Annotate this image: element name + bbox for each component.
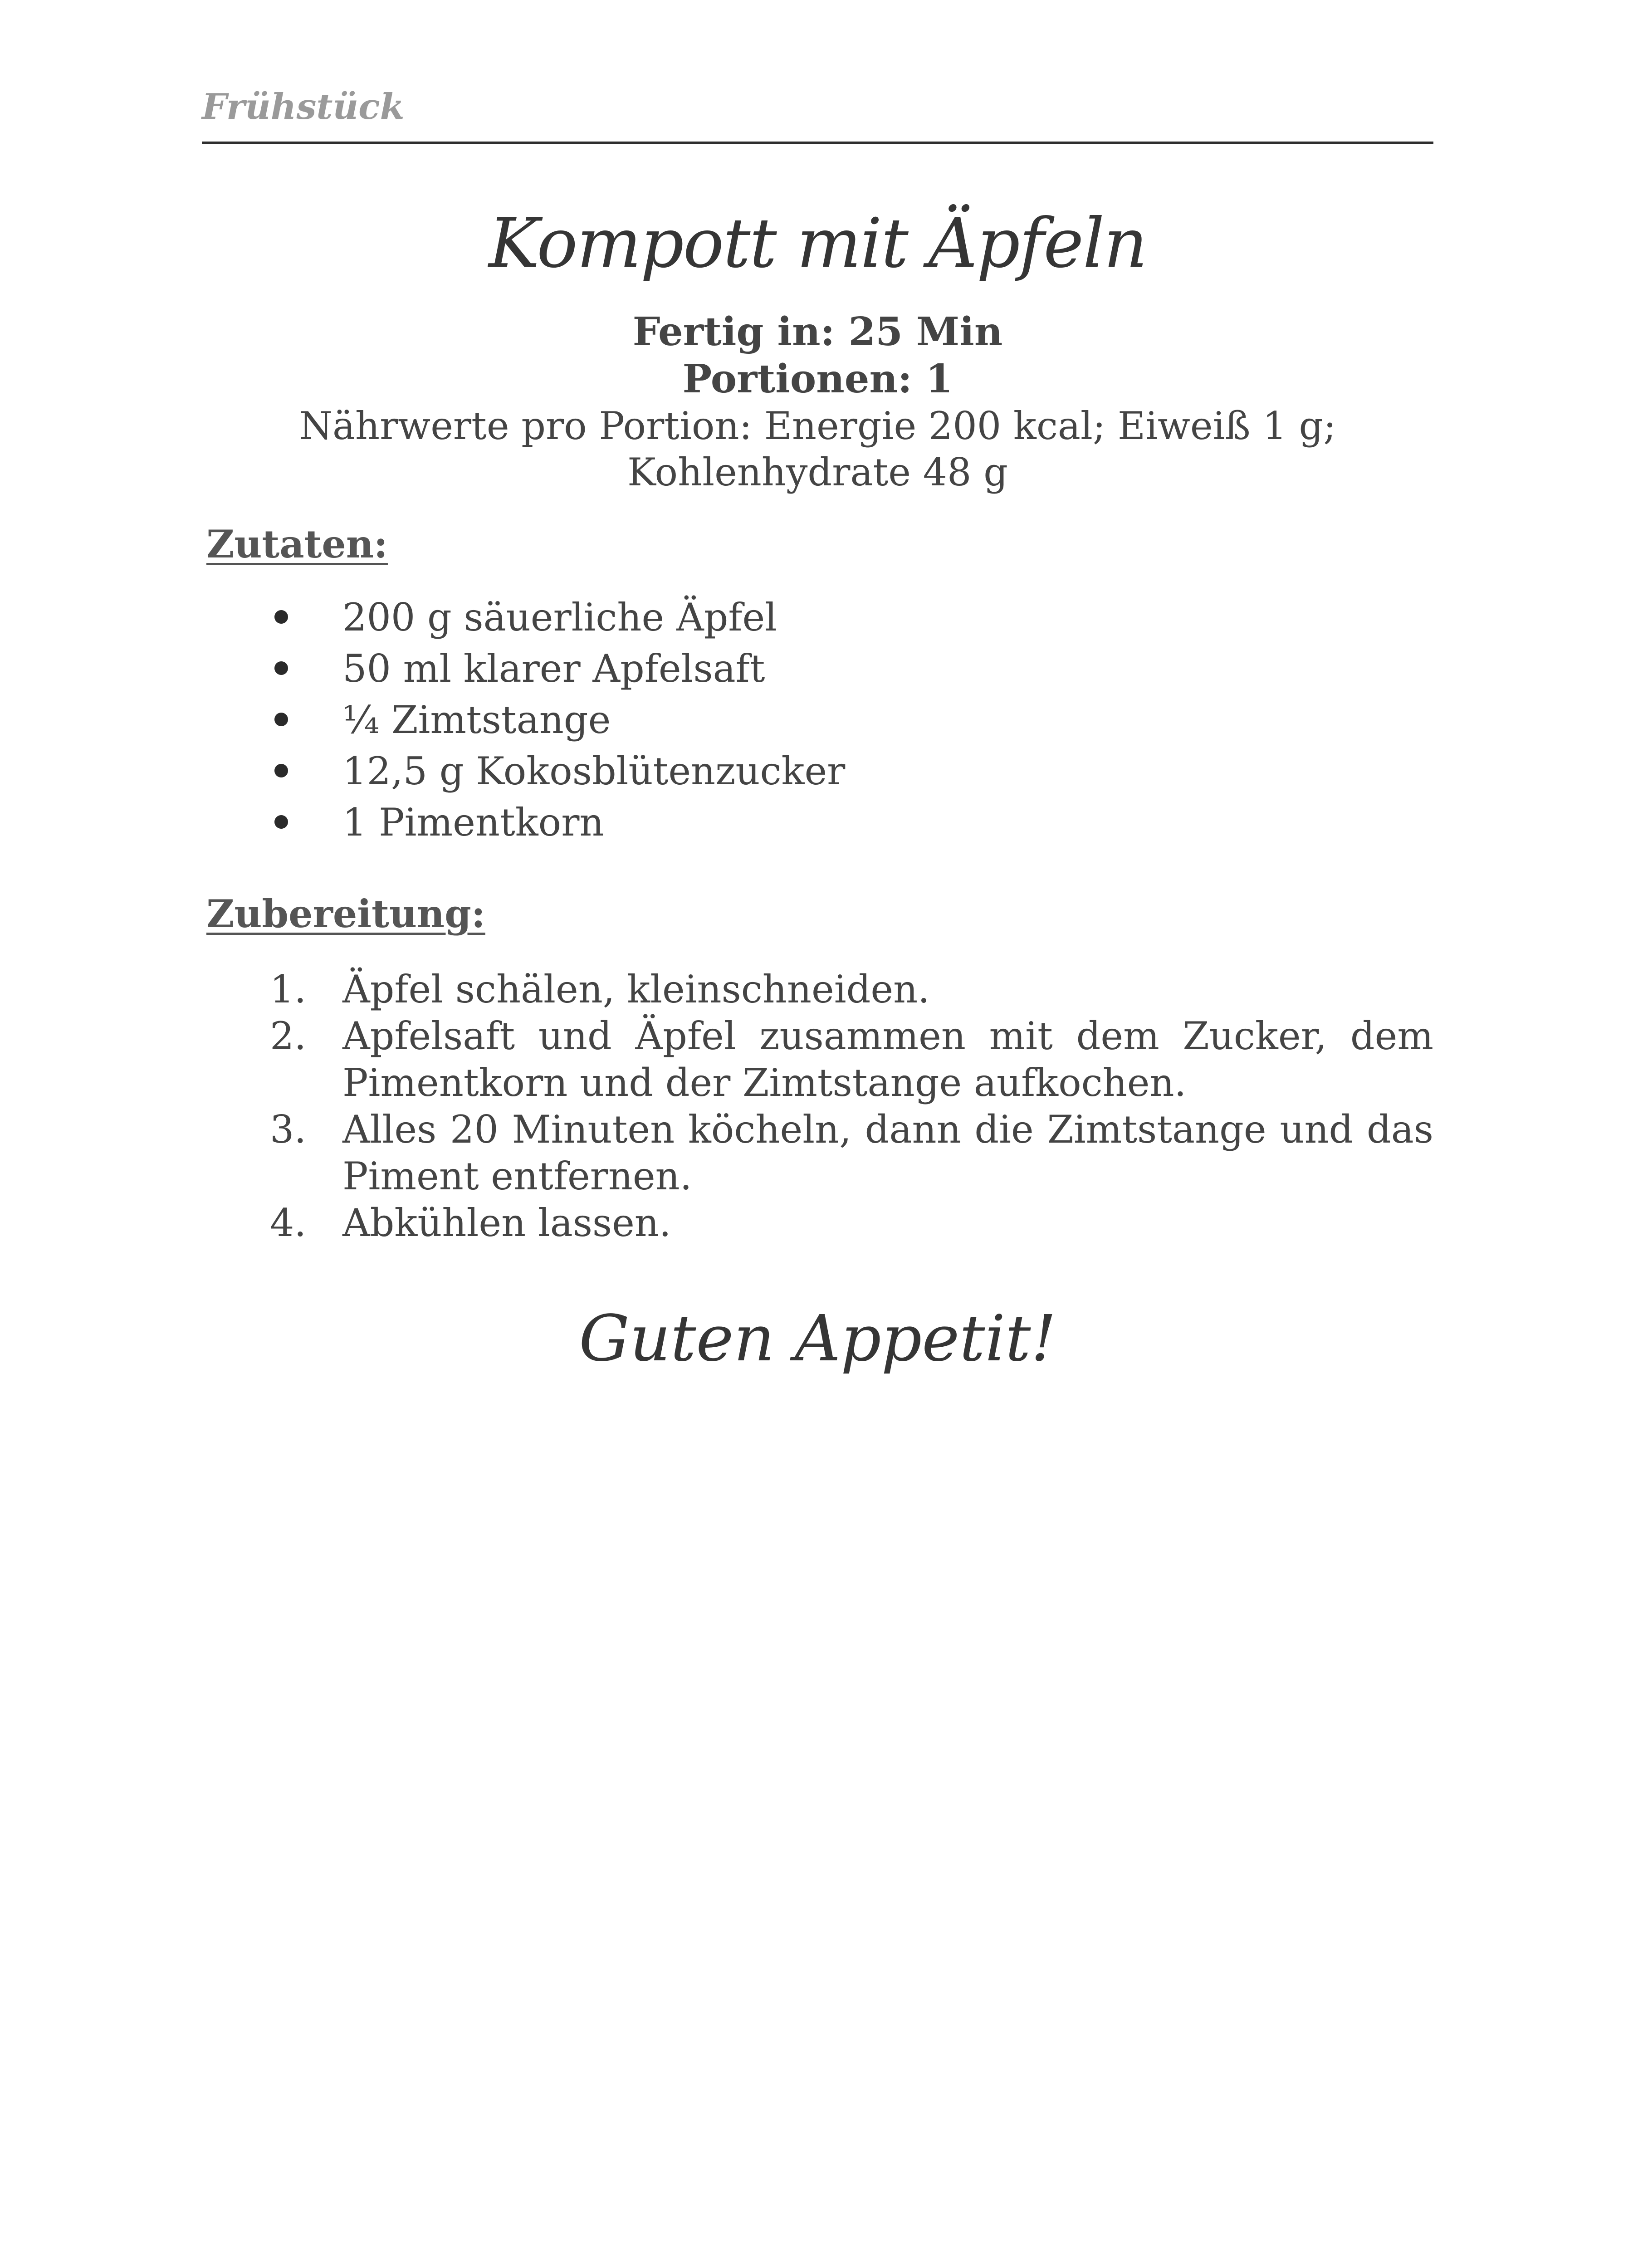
step-number: 4. <box>270 1201 307 1245</box>
nutrition-line-1: Nährwerte pro Portion: Energie 200 kcal; Eiweiß 1 g; <box>299 404 1336 448</box>
header-rule <box>202 142 1433 144</box>
closing-greeting: Guten Appetit! <box>579 1302 1056 1376</box>
bullet-icon <box>274 661 288 675</box>
step-number: 3. <box>270 1107 307 1152</box>
bullet-icon <box>274 764 288 777</box>
bullet-icon <box>274 815 288 829</box>
bullet-icon <box>274 610 288 624</box>
preparation-steps <box>270 966 1433 1246</box>
list-item <box>270 746 845 797</box>
step-item <box>270 1013 1433 1106</box>
ready-in: Fertig in: 25 Min <box>632 309 1003 355</box>
step-text: Alles 20 Minuten köcheln, dann die Zimtstange und das Piment entfernen. <box>342 1107 1433 1198</box>
step-text: Abkühlen lassen. <box>342 1201 671 1245</box>
bullet-icon <box>274 713 288 726</box>
recipe-title: Kompott mit Äpfeln <box>489 204 1147 283</box>
ingredients-list <box>270 592 845 848</box>
step-item <box>270 1106 1433 1200</box>
step-text: Apfelsaft und Äpfel zusammen mit dem Zucker, dem Pimentkorn und der Zimtstange aufkochen. <box>342 1014 1433 1105</box>
recipe-meta <box>202 308 1433 495</box>
ingredient-text: 1 Pimentkorn <box>342 800 604 845</box>
ingredient-text: 50 ml klarer Apfelsaft <box>342 646 765 691</box>
ingredient-text: 12,5 g Kokosblütenzucker <box>342 749 846 793</box>
step-number: 2. <box>270 1014 307 1058</box>
preparation-heading: Zubereitung: <box>206 891 485 936</box>
nutrition-line-2: Kohlenhydrate 48 g <box>627 450 1008 494</box>
list-item <box>270 797 845 848</box>
ingredient-text: 200 g säuerliche Äpfel <box>342 595 777 640</box>
list-item <box>270 643 845 694</box>
list-item <box>270 694 845 746</box>
list-item <box>270 592 845 643</box>
step-number: 1. <box>270 967 307 1012</box>
servings: Portionen: 1 <box>682 356 953 402</box>
running-header: Frühstück <box>202 86 405 127</box>
step-item <box>270 966 1433 1013</box>
ingredient-text: ¼ Zimtstange <box>342 698 611 742</box>
step-text: Äpfel schälen, kleinschneiden. <box>342 967 930 1012</box>
ingredients-heading: Zutaten: <box>206 522 388 567</box>
step-item <box>270 1200 1433 1246</box>
